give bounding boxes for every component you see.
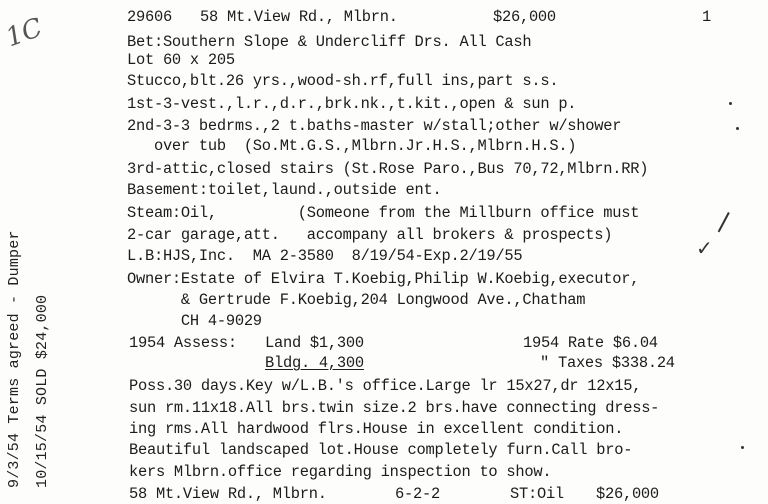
third-floor-line: 3rd-attic,closed stairs (St.Rose Paro.,Bus 70,72,Mlbrn.RR) xyxy=(127,160,649,178)
handwritten-mark: 1C xyxy=(1,12,47,54)
margin-dot xyxy=(741,446,744,449)
footer-rooms: 6-2-2 xyxy=(395,485,440,503)
heat-line: Steam:Oil, (Someone from the Millburn office must xyxy=(127,204,640,222)
remarks-line-1: Poss.30 days.Key w/L.B.'s office.Large lr 15x27,dr 12x15, xyxy=(129,377,642,395)
header-address: 58 Mt.View Rd., Mlbrn. xyxy=(200,8,398,26)
margin-dot xyxy=(736,127,739,130)
side-note-terms: 9/3/54 Terms agreed - Dumper xyxy=(6,230,23,488)
remarks-line-2: sun rm.11x18.All brs.twin size.2 brs.have connecting dress- xyxy=(129,399,660,417)
location-line: Bet:Southern Slope & Undercliff Drs. All Cash xyxy=(127,33,532,51)
schools-line: over tub (So.Mt.G.S.,Mlbrn.Jr.H.S.,Mlbrn.H.S.) xyxy=(127,137,577,155)
footer-heat: ST:Oil xyxy=(510,485,564,503)
check-mark-icon: ✓ xyxy=(696,236,713,260)
card-number: 1 xyxy=(702,8,711,26)
remarks-line-5: kers Mlbrn.office regarding inspection to show. xyxy=(129,463,552,481)
header-price: $26,000 xyxy=(493,8,556,26)
assess-bldg: Bldg. 4,300 xyxy=(265,354,364,372)
remarks-line-3: ing rms.All hardwood flrs.House in excellent condition. xyxy=(129,420,624,438)
owner-phone: CH 4-9029 xyxy=(127,312,262,330)
footer-price: $26,000 xyxy=(596,485,659,503)
taxes: " Taxes $338.24 xyxy=(540,354,675,372)
second-floor-line: 2nd-3-3 bedrms.,2 t.baths-master w/stall;other w/shower xyxy=(127,117,622,135)
listing-number: 29606 xyxy=(127,8,172,26)
assess-label: 1954 Assess: xyxy=(129,334,237,352)
first-floor-line: 1st-3-vest.,l.r.,d.r.,brk.nk.,t.kit.,open & sun p. xyxy=(127,95,577,113)
basement-line: Basement:toilet,laund.,outside ent. xyxy=(127,181,442,199)
assess-land: Land $1,300 xyxy=(265,334,364,352)
tax-rate: 1954 Rate $6.04 xyxy=(523,334,658,352)
construction-line: Stucco,blt.26 yrs.,wood-sh.rf,full ins,part s.s. xyxy=(127,72,559,90)
owner-line-2: & Gertrude F.Koebig,204 Longwood Ave.,Chatham xyxy=(127,291,586,309)
lot-line: Lot 60 x 205 xyxy=(127,51,235,69)
footer-address: 58 Mt.View Rd., Mlbrn. xyxy=(129,485,327,503)
listing-broker-line: L.B:HJS,Inc. MA 2-3580 8/19/54-Exp.2/19/55 xyxy=(127,247,523,265)
margin-dot xyxy=(729,102,732,105)
owner-line: Owner:Estate of Elvira T.Koebig,Philip W.Koebig,executor, xyxy=(127,270,640,288)
side-note-sold: 10/15/54 SOLD $24,000 xyxy=(34,294,51,488)
remarks-line-4: Beautiful landscaped lot.House completely furn.Call bro- xyxy=(129,441,633,459)
slash-mark xyxy=(718,212,730,232)
garage-line: 2-car garage,att. accompany all brokers & prospects) xyxy=(127,226,613,244)
